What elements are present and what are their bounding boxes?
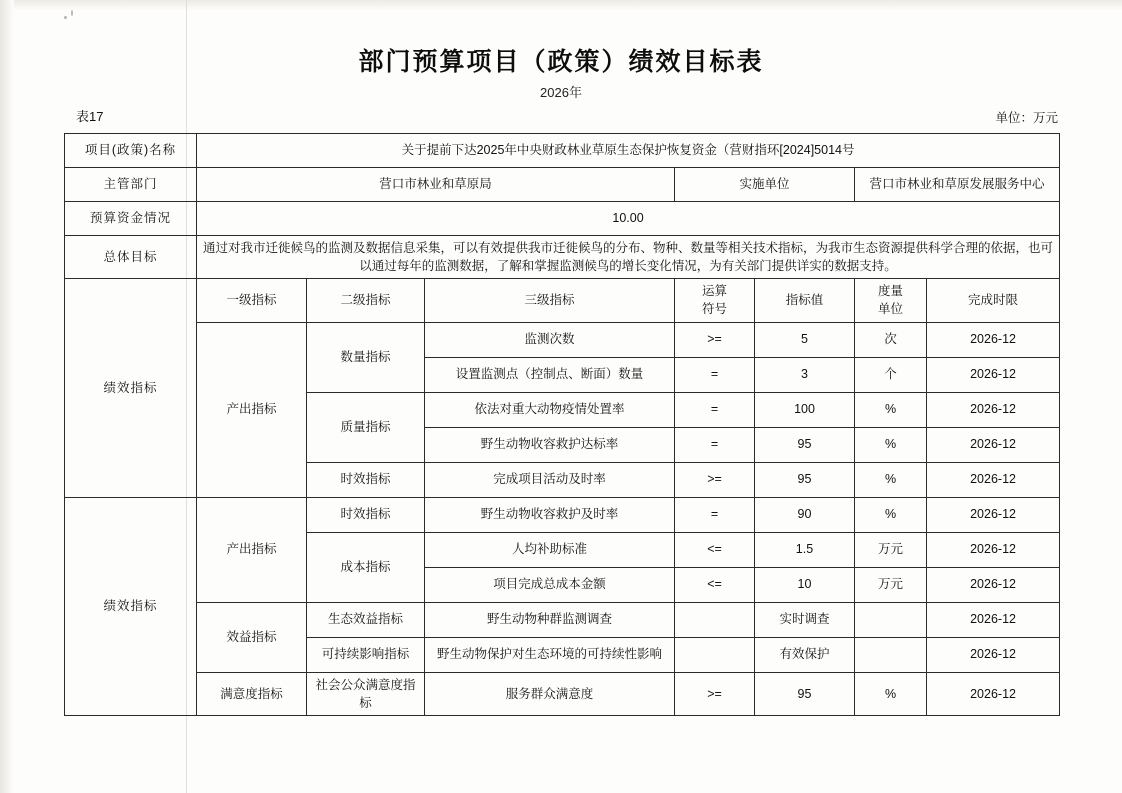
level3-indicator: 完成项目活动及时率: [425, 462, 675, 497]
indicator-unit: 个: [855, 357, 927, 392]
project-name-value: 关于提前下达2025年中央财政林业草原生态保护恢复资金（营财指环[2024]5014号: [197, 134, 1060, 168]
project-name-label: 项目(政策)名称: [65, 134, 197, 168]
indicator-unit: 万元: [855, 532, 927, 567]
level3-indicator: 设置监测点（控制点、断面）数量: [425, 357, 675, 392]
indicator-deadline: 2026-12: [927, 672, 1060, 715]
table-number: 表17: [76, 109, 104, 124]
level3-indicator: 野生动物保护对生态环境的可持续性影响: [425, 637, 675, 672]
indicator-unit: 万元: [855, 567, 927, 602]
operator-value: =: [675, 427, 755, 462]
col-header-operator-line2: 符号: [701, 302, 727, 317]
col-header-deadline: 完成时限: [927, 279, 1060, 322]
document-year: 2026年: [540, 85, 582, 100]
level1-satisfaction: 满意度指标: [197, 672, 307, 715]
indicator-deadline: 2026-12: [927, 392, 1060, 427]
indicator-unit: %: [855, 497, 927, 532]
operator-value: [675, 602, 755, 637]
table-row: [65, 322, 1060, 357]
operator-value: =: [675, 497, 755, 532]
level2-sustainable-impact: 可持续影响指标: [307, 637, 425, 672]
table-row: [65, 602, 1060, 637]
page-title: 部门预算项目（政策）绩效目标表: [358, 47, 764, 76]
indicator-unit: %: [855, 427, 927, 462]
scan-speck: [64, 16, 67, 19]
indicator-deadline: 2026-12: [927, 532, 1060, 567]
indicator-deadline: 2026-12: [927, 567, 1060, 602]
col-header-level2: 二级指标: [307, 279, 425, 322]
impl-unit-value: 营口市林业和草原发展服务中心: [855, 168, 1060, 202]
indicator-deadline: 2026-12: [927, 357, 1060, 392]
indicator-value: 100: [755, 392, 855, 427]
performance-indicator-label-block2: 绩效指标: [65, 497, 197, 715]
budget-label: 预算资金情况: [65, 202, 197, 236]
budget-value: 10.00: [197, 202, 1060, 236]
level2-quality: 质量指标: [307, 392, 425, 462]
indicator-value: 95: [755, 672, 855, 715]
operator-value: =: [675, 392, 755, 427]
operator-value: >=: [675, 672, 755, 715]
scan-top-edge: [0, 0, 1122, 10]
indicator-value: 90: [755, 497, 855, 532]
table-row: [65, 134, 1060, 168]
indicator-value: 10: [755, 567, 855, 602]
level3-indicator: 监测次数: [425, 322, 675, 357]
level2-cost: 成本指标: [307, 532, 425, 602]
performance-indicator-label-block1: 绩效指标: [65, 279, 197, 497]
col-header-value: 指标值: [755, 279, 855, 322]
level2-timeliness: 时效指标: [307, 462, 425, 497]
table-row: [65, 202, 1060, 236]
indicator-unit: 次: [855, 322, 927, 357]
indicator-deadline: 2026-12: [927, 637, 1060, 672]
col-header-unit-line2: 单位: [877, 302, 903, 317]
impl-unit-label: 实施单位: [675, 168, 855, 202]
operator-value: <=: [675, 532, 755, 567]
indicator-value: 95: [755, 462, 855, 497]
level3-indicator: 依法对重大动物疫情处置率: [425, 392, 675, 427]
table-row: [65, 672, 1060, 715]
scan-speck: [71, 10, 73, 16]
col-header-unit-line1: 度量: [877, 284, 903, 299]
indicator-value: 1.5: [755, 532, 855, 567]
dept-value: 营口市林业和草原局: [197, 168, 675, 202]
level2-public-satisfaction: 社会公众满意度指标: [307, 672, 425, 715]
table-row: [65, 236, 1060, 279]
level3-indicator: 野生动物种群监测调查: [425, 602, 675, 637]
unit-note: 单位：万元: [995, 111, 1058, 125]
scan-left-edge: [0, 0, 14, 793]
level1-output-block1: 产出指标: [197, 322, 307, 497]
level3-indicator: 项目完成总成本金额: [425, 567, 675, 602]
indicator-value: 5: [755, 322, 855, 357]
level2-timeliness: 时效指标: [307, 497, 425, 532]
operator-value: [675, 637, 755, 672]
operator-value: >=: [675, 462, 755, 497]
indicator-value: 有效保护: [755, 637, 855, 672]
indicator-deadline: 2026-12: [927, 427, 1060, 462]
level2-quantity: 数量指标: [307, 322, 425, 392]
indicator-deadline: 2026-12: [927, 462, 1060, 497]
indicator-unit: %: [855, 672, 927, 715]
level2-eco-benefit: 生态效益指标: [307, 602, 425, 637]
indicator-value: 实时调查: [755, 602, 855, 637]
indicator-deadline: 2026-12: [927, 602, 1060, 637]
col-header-operator: [675, 279, 755, 322]
indicator-unit: %: [855, 462, 927, 497]
level1-output-block2: 产出指标: [197, 497, 307, 602]
dept-label: 主管部门: [65, 168, 197, 202]
overall-goal-value: 通过对我市迁徙候鸟的监测及数据信息采集，可以有效提供我市迁徙候鸟的分布、物种、数量等相关技术指标，为我市生态资源提供科学合理的依据，也可以通过每年的监测数据，了解和掌握监测候鸟的增长变化情况，为有关部门提供详实的数据支持。: [197, 236, 1060, 279]
level3-indicator: 野生动物收容救护及时率: [425, 497, 675, 532]
col-header-unit: [855, 279, 927, 322]
indicator-deadline: 2026-12: [927, 497, 1060, 532]
indicator-value: 3: [755, 357, 855, 392]
col-header-level3: 三级指标: [425, 279, 675, 322]
indicator-unit: [855, 602, 927, 637]
level3-indicator: 野生动物收容救护达标率: [425, 427, 675, 462]
level1-benefit: 效益指标: [197, 602, 307, 672]
level3-indicator: 服务群众满意度: [425, 672, 675, 715]
overall-goal-label: 总体目标: [65, 236, 197, 279]
table-row: [65, 497, 1060, 532]
indicator-value: 95: [755, 427, 855, 462]
col-header-level1: 一级指标: [197, 279, 307, 322]
operator-value: =: [675, 357, 755, 392]
table-row: [65, 168, 1060, 202]
indicator-unit: %: [855, 392, 927, 427]
indicator-header-row: [65, 279, 1060, 322]
indicator-unit: [855, 637, 927, 672]
indicator-deadline: 2026-12: [927, 322, 1060, 357]
level3-indicator: 人均补助标准: [425, 532, 675, 567]
performance-goal-table: [64, 133, 1060, 716]
col-header-operator-line1: 运算: [701, 284, 727, 299]
operator-value: <=: [675, 567, 755, 602]
operator-value: >=: [675, 322, 755, 357]
